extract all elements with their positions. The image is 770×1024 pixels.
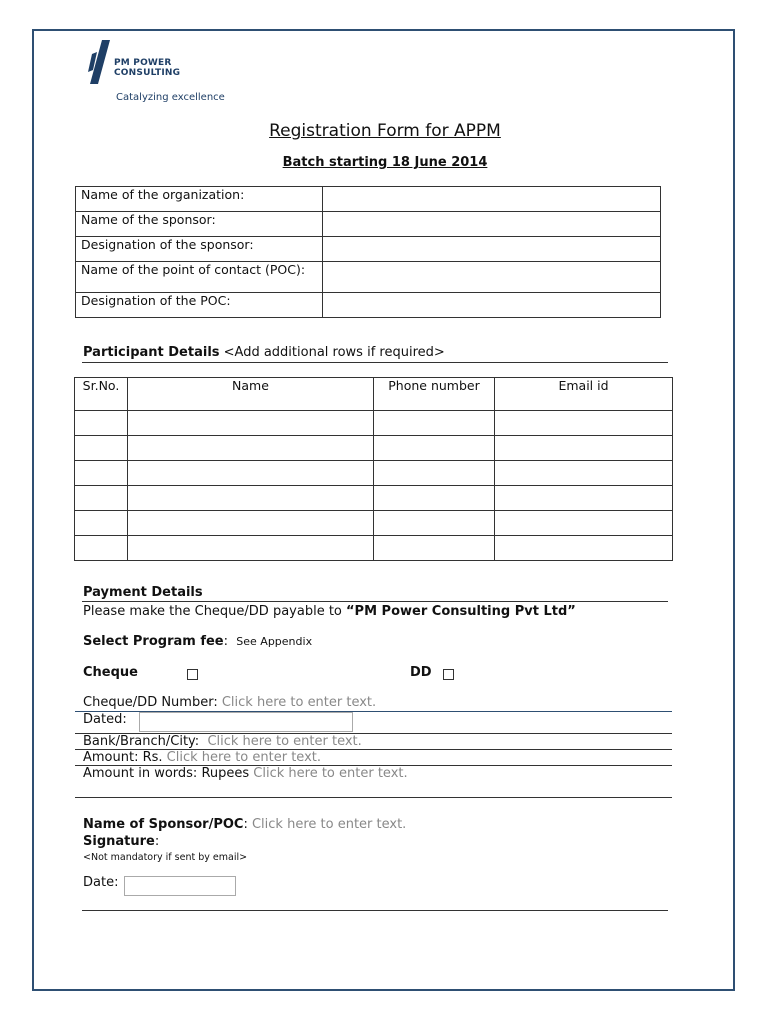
table-row <box>75 436 673 461</box>
cell[interactable] <box>495 436 673 461</box>
payee-name: “PM Power Consulting Pvt Ltd” <box>346 604 576 619</box>
cell[interactable] <box>495 411 673 436</box>
brand-name-line2: CONSULTING <box>114 68 181 78</box>
signature-label: Signature <box>83 834 155 849</box>
org-field-label: Name of the sponsor: <box>76 212 323 237</box>
cell[interactable] <box>495 536 673 561</box>
amount-row <box>83 750 321 765</box>
cell[interactable] <box>75 461 128 486</box>
table-row <box>76 262 661 293</box>
brand-tagline: Catalyzing excellence <box>116 92 225 103</box>
column-header-srno: Sr.No. <box>75 378 128 411</box>
dd-label: DD <box>410 665 432 680</box>
cell[interactable] <box>374 436 495 461</box>
org-field-label: Name of the organization: <box>76 187 323 212</box>
cell[interactable] <box>374 486 495 511</box>
divider <box>75 797 672 798</box>
cell[interactable] <box>128 461 374 486</box>
cell[interactable] <box>75 436 128 461</box>
org-field-input[interactable] <box>323 262 661 293</box>
form-title: Registration Form for APPM <box>269 121 501 141</box>
org-field-label: Name of the point of contact (POC): <box>76 262 323 293</box>
column-header-phone: Phone number <box>374 378 495 411</box>
bank-label: Bank/Branch/City: <box>83 734 200 749</box>
org-field-input[interactable] <box>323 187 661 212</box>
participant-details-heading <box>83 345 445 360</box>
cell[interactable] <box>495 486 673 511</box>
dated-label: Dated: <box>83 712 127 727</box>
amount-words-label: Amount in words: Rupees <box>83 766 254 781</box>
amount-words-row <box>83 766 408 781</box>
table-row <box>75 486 673 511</box>
divider <box>82 910 668 911</box>
cell[interactable] <box>495 511 673 536</box>
org-field-label: Designation of the POC: <box>76 293 323 318</box>
org-field-input[interactable] <box>323 293 661 318</box>
cheque-checkbox[interactable] <box>187 669 198 680</box>
cell[interactable] <box>128 536 374 561</box>
cell[interactable] <box>128 411 374 436</box>
amount-label: Amount: Rs. <box>83 750 167 765</box>
cell[interactable] <box>374 511 495 536</box>
cell[interactable] <box>374 411 495 436</box>
sponsor-name-input[interactable]: Click here to enter text. <box>251 817 407 832</box>
participant-heading-note: <Add additional rows if required> <box>219 345 445 360</box>
payment-instruction-text: Please make the Cheque/DD payable to <box>83 604 347 619</box>
org-field-input[interactable] <box>323 237 661 262</box>
divider <box>82 362 668 363</box>
dated-input[interactable] <box>139 712 353 732</box>
cell[interactable] <box>75 411 128 436</box>
logo-icon <box>88 40 112 84</box>
program-fee-row: Select Program fee: See Appendix <box>83 634 313 649</box>
table-row <box>75 511 673 536</box>
cell[interactable] <box>374 536 495 561</box>
cell[interactable] <box>374 461 495 486</box>
dd-option <box>410 665 432 680</box>
program-fee-value[interactable]: See Appendix <box>236 635 313 648</box>
payment-instruction <box>83 604 576 619</box>
organization-table <box>75 186 661 318</box>
org-field-label: Designation of the sponsor: <box>76 237 323 262</box>
table-row <box>76 212 661 237</box>
cell[interactable] <box>495 461 673 486</box>
table-row <box>75 536 673 561</box>
cheque-option <box>83 665 138 680</box>
participant-heading-label: Participant Details <box>83 345 220 360</box>
cell[interactable] <box>75 511 128 536</box>
table-header-row <box>75 378 673 411</box>
table-row <box>76 293 661 318</box>
payment-details-heading: Payment Details <box>83 585 203 600</box>
cell[interactable] <box>128 436 374 461</box>
amount-words-input[interactable]: Click here to enter text. <box>253 766 408 781</box>
bank-row <box>83 734 362 749</box>
sponsor-name-row: Name of Sponsor/POC: Click here to enter text. <box>83 817 407 832</box>
date-input[interactable] <box>124 876 236 896</box>
cheque-label: Cheque <box>83 665 138 680</box>
cheque-dd-number-input[interactable]: Click here to enter text. <box>221 695 377 710</box>
table-row <box>75 461 673 486</box>
column-header-email: Email id <box>495 378 673 411</box>
column-header-name: Name <box>128 378 374 411</box>
bank-input[interactable]: Click here to enter text. <box>207 734 362 749</box>
cell[interactable] <box>128 511 374 536</box>
form-subtitle: Batch starting 18 June 2014 <box>282 155 488 170</box>
cell[interactable] <box>75 536 128 561</box>
cheque-dd-number-row <box>83 695 376 710</box>
brand-name-line1: PM POWER <box>114 58 172 68</box>
table-row <box>75 411 673 436</box>
brand-name <box>114 58 180 78</box>
table-row <box>76 237 661 262</box>
org-field-input[interactable] <box>323 212 661 237</box>
signature-note: <Not mandatory if sent by email> <box>83 852 248 863</box>
dd-checkbox[interactable] <box>443 669 454 680</box>
signature-row: Signature: <box>83 834 160 849</box>
divider <box>82 601 668 602</box>
participant-table <box>74 377 673 561</box>
date-label: Date: <box>83 875 119 890</box>
cell[interactable] <box>128 486 374 511</box>
sponsor-name-label: Name of Sponsor/POC <box>83 817 244 832</box>
cheque-dd-number-label: Cheque/DD Number: <box>83 695 222 710</box>
amount-input[interactable]: Click here to enter text. <box>166 750 321 765</box>
program-fee-label: Select Program fee <box>83 634 224 649</box>
cell[interactable] <box>75 486 128 511</box>
table-row <box>76 187 661 212</box>
